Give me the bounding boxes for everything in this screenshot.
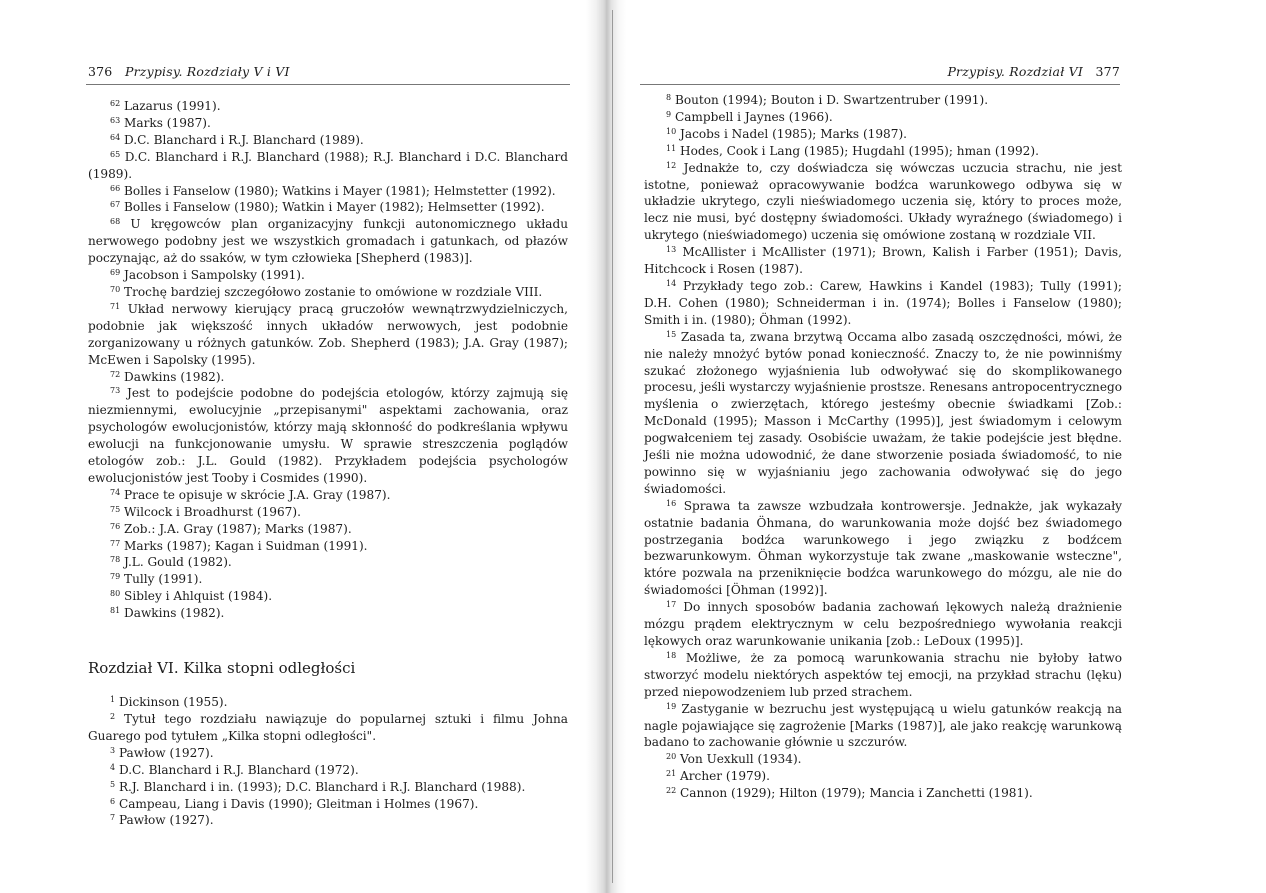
footnote-text: Zasada ta, zwana brzytwą Occama albo zasadą oszczędności, mówi, że nie należy mnożyć bytów ponad konieczność. Znaczy to, że nie powinniśmy szukać złożonego wyjaśnienia lub odwoływać się do skomplikowanego procesu, jeśli wystarczy wyjaśnienie prostsze. Renesans antropocentrycznego myślenia o zwierzętach, którego jesteśmy obecnie świadkami [Zob.: McDonald (1995); Masson i McCarthy (1995)], jest świadomym i celowym pogwałceniem tej zasady. Osobiście uważam, że takie podejście jest błędne. Jeśli nie można udowodnić, że dane stworzenie posiada świadomość, to nie powinno się w wyjaśnianiu jego zachowania odwoływać się do jego świadomości. xyxy=(644,329,1123,496)
footnote-text: Pawłow (1927). xyxy=(118,813,214,828)
footnote-text: D.C. Blanchard i R.J. Blanchard (1989). xyxy=(124,132,364,147)
footnote-number: 11 xyxy=(666,143,677,153)
header-rule xyxy=(640,84,1120,85)
footnote-number: 19 xyxy=(666,701,677,711)
footnote-text: Marks (1987). xyxy=(124,115,211,130)
footnote xyxy=(88,796,568,813)
footnote-number: 67 xyxy=(110,200,121,210)
footnote-number: 75 xyxy=(110,504,121,514)
running-title: Przypisy. Rozdział VI xyxy=(947,64,1083,79)
footnote-text: Archer (1979). xyxy=(680,769,770,784)
book-spine-line xyxy=(612,10,613,883)
notes-list-chapter-5 xyxy=(88,98,568,622)
notes-list-chapter-6 xyxy=(88,694,568,829)
footnote-text: Trochę bardziej szczegółowo zostanie to omówione w rozdziale VIII. xyxy=(124,284,543,299)
footnote-number: 78 xyxy=(110,555,121,565)
running-head-left xyxy=(88,64,290,79)
footnote xyxy=(644,92,1122,109)
footnote-text: Dawkins (1982). xyxy=(124,606,225,621)
footnote-number: 74 xyxy=(110,487,121,497)
footnote xyxy=(88,812,568,829)
footnote-number: 73 xyxy=(110,386,121,396)
footnote-text: Sibley i Ahlquist (1984). xyxy=(124,589,273,604)
footnote xyxy=(644,751,1122,768)
footnote-text: Dickinson (1955). xyxy=(118,695,228,710)
footnote-number: 72 xyxy=(110,369,121,379)
footnote xyxy=(88,216,568,267)
footnote-number: 10 xyxy=(666,126,677,136)
footnote xyxy=(88,301,568,369)
footnote-number: 20 xyxy=(666,752,677,762)
footnote xyxy=(644,143,1122,160)
footnote-number: 63 xyxy=(110,115,121,125)
footnote xyxy=(644,768,1122,785)
footnote-text: Pawłow (1927). xyxy=(118,745,214,760)
footnote xyxy=(88,115,568,132)
header-rule xyxy=(86,84,570,85)
footnote-number: 15 xyxy=(666,329,677,339)
footnote xyxy=(88,521,568,538)
footnote xyxy=(88,711,568,745)
footnote xyxy=(644,599,1122,650)
footnote xyxy=(88,132,568,149)
footnote xyxy=(88,199,568,216)
footnote-text: D.C. Blanchard i R.J. Blanchard (1972). xyxy=(118,762,359,777)
footnote-text: Bolles i Fanselow (1980); Watkin i Mayer (1982); Helmsetter (1992). xyxy=(124,200,545,215)
left-column xyxy=(88,98,568,829)
section-heading: Rozdział VI. Kilka stopni odległości xyxy=(88,659,356,678)
running-head-right xyxy=(947,64,1120,79)
footnote xyxy=(88,588,568,605)
footnote-number: 66 xyxy=(110,183,121,193)
left-page xyxy=(0,0,600,893)
footnote-text: Campbell i Jaynes (1966). xyxy=(674,109,833,124)
footnote xyxy=(88,538,568,555)
footnote-text: Do innych sposobów badania zachowań lękowych należą drażnienie mózgu prądem elektrycznym w celu bezpośredniego wywołania reakcji lękowych oraz warunkowanie unikania [zob.: LeDoux (1995)]. xyxy=(644,600,1122,648)
footnote xyxy=(644,244,1122,278)
footnote-number: 13 xyxy=(666,245,677,255)
footnote xyxy=(644,701,1122,752)
footnote xyxy=(88,149,568,183)
footnote-text: Jacobs i Nadel (1985); Marks (1987). xyxy=(680,126,908,141)
footnote-text: D.C. Blanchard i R.J. Blanchard (1988); R.J. Blanchard i D.C. Blanchard (1989). xyxy=(88,149,568,181)
footnote-text: Możliwe, że za pomocą warunkowania strachu nie byłoby łatwo stworzyć modelu niektórych aspektów tej emocji, na przykład strachu (lęku) przed niepowodzeniem lub przed strachem. xyxy=(644,650,1122,699)
footnote-number: 70 xyxy=(110,284,121,294)
footnote xyxy=(88,571,568,588)
footnote xyxy=(88,694,568,711)
footnote-number: 4 xyxy=(110,762,116,772)
footnote-text: Tully (1991). xyxy=(124,572,203,587)
footnote-number: 68 xyxy=(110,217,121,227)
footnote-number: 64 xyxy=(110,132,121,142)
footnote xyxy=(88,284,568,301)
footnote xyxy=(644,278,1122,329)
footnote-number: 9 xyxy=(666,109,672,119)
footnote xyxy=(644,650,1122,701)
footnote-text: Bouton (1994); Bouton i D. Swartzentruber (1991). xyxy=(674,93,989,107)
footnote xyxy=(88,385,568,486)
footnote-number: 6 xyxy=(110,796,116,806)
footnote xyxy=(88,779,568,796)
footnote xyxy=(88,745,568,762)
footnote-number: 16 xyxy=(666,498,677,508)
footnote-text: Hodes, Cook i Lang (1985); Hugdahl (1995); hman (1992). xyxy=(680,143,1039,158)
footnote xyxy=(88,183,568,200)
footnote xyxy=(644,126,1122,143)
footnote-text: Zastyganie w bezruchu jest występującą u wielu gatunków reakcją na nagle pojawiające się zagrożenie [Marks (1987)], ale jako reakcję warunkową badano to zachowanie głównie u szczurów. xyxy=(644,701,1122,750)
footnote-number: 65 xyxy=(110,149,121,159)
footnote-number: 62 xyxy=(110,99,121,108)
footnote-text: Zob.: J.A. Gray (1987); Marks (1987). xyxy=(124,521,352,536)
footnote-text: Von Uexkull (1934). xyxy=(680,752,802,767)
footnote-text: Lazarus (1991). xyxy=(124,99,221,113)
footnote xyxy=(88,267,568,284)
footnote xyxy=(644,329,1122,498)
footnote-number: 8 xyxy=(666,93,672,102)
footnote-text: U kręgowców plan organizacyjny funkcji autonomicznego układu nerwowego podobny jest we wszystkich gromadach i gatunkach, od płazów poczynając, aż do ssaków, w tym człowieka [Shepherd (1983)]. xyxy=(88,217,568,266)
footnote-number: 22 xyxy=(666,786,677,796)
footnote-number: 76 xyxy=(110,521,121,531)
footnote-text: Campeau, Liang i Davis (1990); Gleitman i Holmes (1967). xyxy=(118,796,479,811)
footnote-text: Jednakże to, czy doświadcza się wówczas uczucia strachu, nie jest istotne, ponieważ opracowywanie bodźca warunkowego odbywa się w układzie ukrytego, czyli nieświadomego uczenia się, który to proces może, lecz nie musi, być dostępny świadomości. Układy wyraźnego (świadomego) i ukrytego (nieświadomego) uczenia się omówione zostaną w rozdziale VII. xyxy=(644,160,1122,243)
footnote-number: 71 xyxy=(110,301,121,311)
footnote-text: Cannon (1929); Hilton (1979); Mancia i Zanchetti (1981). xyxy=(680,786,1033,801)
footnote-text: Jest to podejście podobne do podejścia etologów, którzy zajmują się niezmiennymi, ewolucyjnie „przepisanymi" aspektami zachowania, oraz psychologów ewolucjonistów, którzy mają skłonność do podkreślania wpływu ewolucji na funkcjonowanie umysłu. W sprawie streszczenia poglądów etologów zob.: J.L. Gould (1982). Przykładem podejścia psychologów ewolucjonistów jest Tooby i Cosmides (1990). xyxy=(88,386,568,485)
right-column xyxy=(644,92,1122,802)
footnote-text: McAllister i McAllister (1971); Brown, Kalish i Farber (1951); Davis, Hitchcock i Rosen (1987). xyxy=(644,245,1122,277)
page-number: 376 xyxy=(88,64,113,79)
footnote-text: Przykłady tego zob.: Carew, Hawkins i Kandel (1983); Tully (1991); D.H. Cohen (1980); Schneiderman i in. (1974); Bolles i Fanselow (1980); Smith i in. (1980); Öhman (1992). xyxy=(644,278,1122,327)
footnote xyxy=(644,160,1122,245)
footnote-number: 7 xyxy=(110,813,116,823)
footnote xyxy=(644,109,1122,126)
right-page xyxy=(620,0,1266,893)
footnote-number: 21 xyxy=(666,769,677,779)
footnote xyxy=(88,762,568,779)
footnote-number: 80 xyxy=(110,589,121,599)
footnote-number: 79 xyxy=(110,572,121,582)
footnote-number: 5 xyxy=(110,779,116,789)
notes-list-chapter-6-continued xyxy=(644,92,1122,802)
footnote-number: 77 xyxy=(110,538,121,548)
footnote xyxy=(88,554,568,571)
footnote-text: Bolles i Fanselow (1980); Watkins i Mayer (1981); Helmstetter (1992). xyxy=(124,183,556,198)
footnote-text: Marks (1987); Kagan i Suidman (1991). xyxy=(124,538,368,553)
footnote xyxy=(644,498,1122,599)
footnote-text: J.L. Gould (1982). xyxy=(124,555,232,570)
footnote-text: Prace te opisuje w skrócie J.A. Gray (1987). xyxy=(124,487,391,502)
page-number: 377 xyxy=(1095,64,1120,79)
footnote-text: Sprawa ta zawsze wzbudzała kontrowersje. Jednakże, jak wykazały ostatnie badania Öhmana, do warunkowania może dojść bez świadomego postrzegania bodźca warunkowego i jego związku z bodźcem bezwarunkowym. Öhman wykorzystuje tak zwane „maskowanie wsteczne", które pozwala na przeniknięcie bodźca warunkowego do mózgu, ale nie do świadomości [Öhman (1992)]. xyxy=(644,498,1122,598)
footnote-number: 14 xyxy=(666,278,677,288)
footnote-number: 81 xyxy=(110,606,121,616)
footnote-number: 18 xyxy=(666,650,677,660)
footnote xyxy=(88,504,568,521)
footnote xyxy=(88,487,568,504)
footnote-number: 12 xyxy=(666,160,677,170)
footnote-text: Układ nerwowy kierujący pracą gruczołów wewnątrzwydzielniczych, podobnie jak większość innych układów nerwowych, jest podobnie zorganizowany u różnych gatunków. Zob. Shepherd (1983); J.A. Gray (1987); McEwen i Sapolsky (1995). xyxy=(88,301,568,367)
footnote-text: Dawkins (1982). xyxy=(124,369,225,384)
footnote-number: 69 xyxy=(110,268,121,278)
footnote-text: Tytuł tego rozdziału nawiązuje do popularnej sztuki i filmu Johna Guarego pod tytułem „Kilka stopni odległości". xyxy=(88,712,568,743)
footnote xyxy=(88,98,568,115)
footnote-text: Jacobson i Sampolsky (1991). xyxy=(124,268,305,283)
footnote-number: 3 xyxy=(110,745,116,755)
footnote xyxy=(88,369,568,386)
footnote-number: 2 xyxy=(110,712,116,721)
footnote-number: 17 xyxy=(666,600,677,610)
footnote-number: 1 xyxy=(110,695,116,705)
footnote xyxy=(88,605,568,622)
footnote-text: R.J. Blanchard i in. (1993); D.C. Blanchard i R.J. Blanchard (1988). xyxy=(118,779,526,794)
footnote-text: Wilcock i Broadhurst (1967). xyxy=(124,504,301,519)
footnote xyxy=(644,785,1122,802)
running-title: Przypisy. Rozdziały V i VI xyxy=(125,64,290,79)
